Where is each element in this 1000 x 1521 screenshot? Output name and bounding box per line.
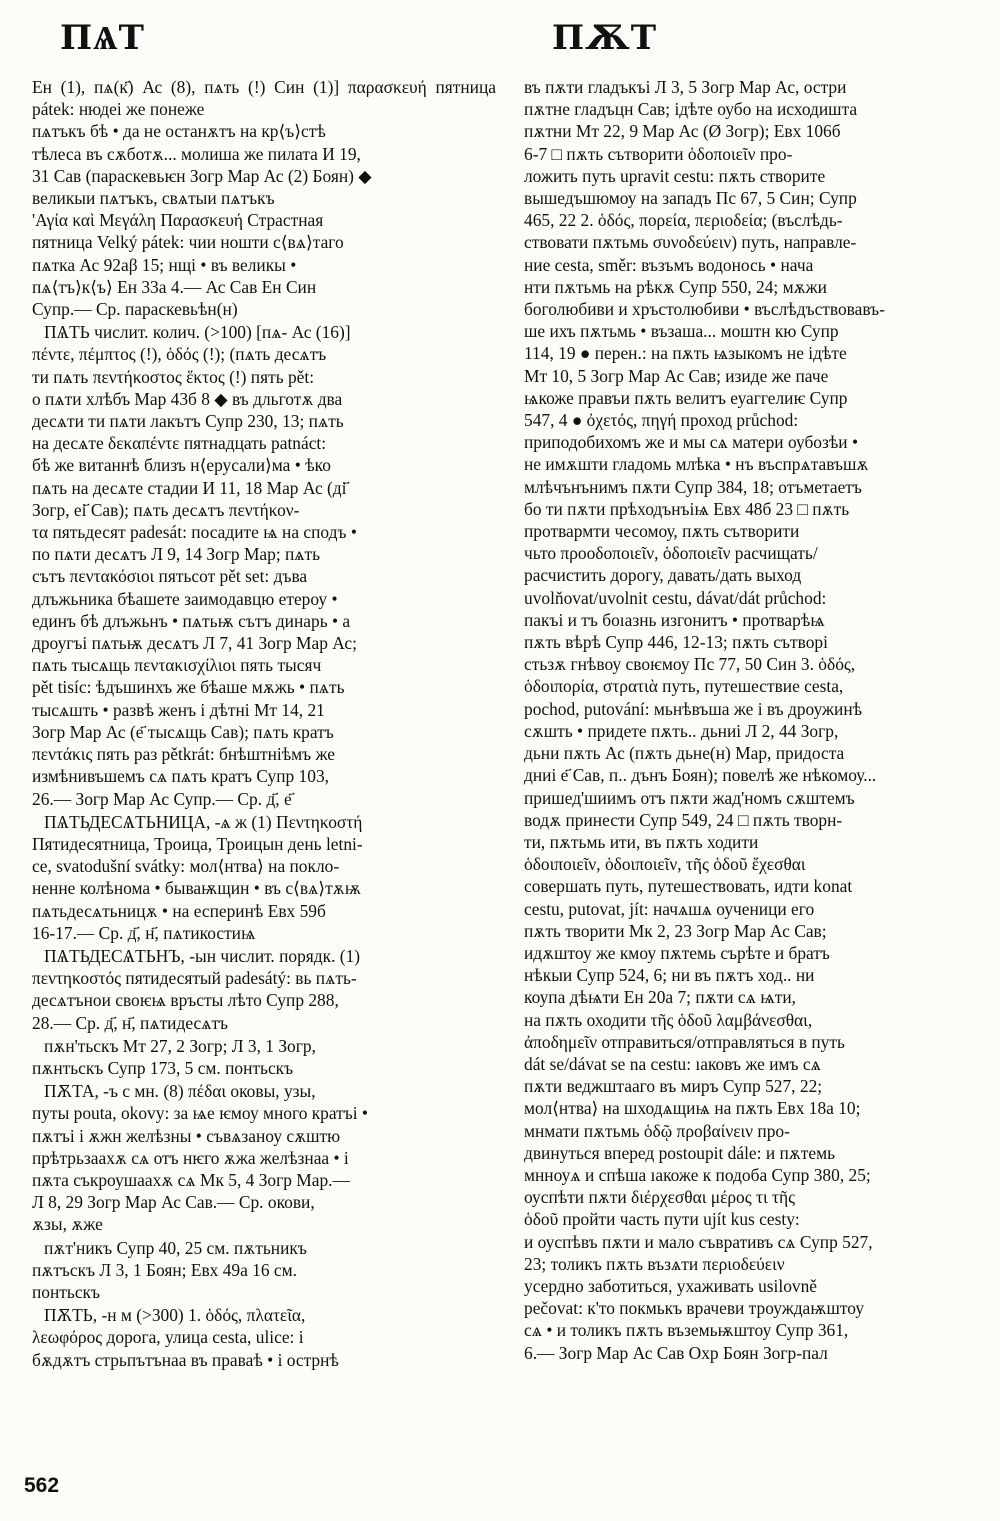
page-number: 562	[24, 1474, 60, 1497]
left-running-headword: ПѦТ	[60, 18, 145, 58]
entry-pyatdesyatn: ПѦТЬДЕСѦТЬНЪ, -ын числит. порядк. (1) πεντηκοστός пятидесятый padesátý: вь пѧть- десѧтънои своѥѩ връсты лѣто Супр 288, 28.— Ср. д҃, н҃, пѧтидесѧтъ	[32, 945, 361, 1033]
right-running-headword: ПѪТ	[552, 18, 658, 58]
entry-pyatdesyatnitsa: ПѦТЬДЕСѦТЬНИЦА, -ѧ ж (1) Πεντηκοστή Пятидесятница, Троица, Троицын день letni- ce, svatodušní svátky: мол⟨нтва⟩ на покло- ненне колѣнома • бываѭщин • въ с⟨вѧ⟩тѫѭ пѧтьдесѧтьницѫ • на есперинѣ Евх 59б 16-17.— Ср. д҃, н҃, пѧтикостиѩ	[32, 811, 363, 943]
entry-continuation: Ен (1), пѧ(к҃) Ас (8), пѧть (!) Син (1)] παρασκευή пятница pátek: нюдеі же понеже пѧтъкъ бѣ • да не останѫтъ на кр⟨ъ⟩стѣ тѣлеса въ сѫботѫ... молиша же пилата И 19, 31 Сав (параскевьѥн Зогр Мар Ас (2) Боян) ◆ великыи пѧтъкъ, свѧтыи пѧтъкъ 'Αγία καὶ Μεγάλη Παρασκευή Страстная пятница Velký pátek: чии ношти с⟨вѧ⟩таго пѧтка Ас 92aβ 15; нщі • въ великы • пѧ⟨тъ⟩к⟨ъ⟩ Ен 33а 4.— Ас Сав Ен Син Супр.— Ср. параскевьѣн(н)	[32, 77, 496, 320]
entry-puta: ПѪТА, -ъ с мн. (8) πέδαι оковы, узы, путы pouta, okovy: за ѩе ѥмоу много кратъі • пѫтъі і ѫжн желѣзны • съвѧзаноу сѫштю прѣтрьзаахѫ сѧ отъ нѥго ѫжа желѣзнаа • і пѫта съкроушаахѫ сѧ Мк 5, 4 Зогр Мар.— Л 8, 29 Зогр Мар Ас Сав.— Ср. окови, ѫзы, ѫже	[32, 1081, 369, 1235]
entry-put: ПѪТЬ, -н м (>300) 1. ὁδός, πλατεῖα, λεωφόρος дорога, улица cesta, ulice: і бѫдѫтъ стрьпътънаа въ праваѣ • і острнѣ	[32, 1305, 339, 1370]
right-column	[524, 76, 982, 1465]
cross-reference-pontsk: пѫн'тьскъ Мт 27, 2 Зогр; Л 3, 1 Зогр, пѫнтьскъ Супр 173, 5 см. понтьскъ	[32, 1035, 316, 1078]
left-column	[32, 76, 496, 1465]
cross-reference-putnik: пѫт'никъ Супр 40, 25 см. пѫтьникъ пѫтъскъ Л 3, 1 Боян; Евх 49а 16 см. понтьскъ	[32, 1237, 307, 1302]
entry-put-continuation: въ пѫти гладъкъі Л 3, 5 Зогр Мар Ас, остри пѫтне гладъцн Сав; ідѣте оубо на исходишта пѫтни Мт 22, 9 Мар Ас (Ø Зогр); Евх 106б 6-7 □ пѫть сътворити ὁδοποιεῖν про- ложить путь upravit cestu: пѫть створите вышедъшюмоу на западъ Пс 67, 5 Син; Супр 465, 22 2. ὁδός, πορεία, περιοδεία; (въслѣдь- ствовати пѫтьмь συνοδεύειν) путь, направле- ние cesta, směr: възъмъ водонось • нача нти пѫтьмь на рѣкѫ Супр 550, 24; мѫжи боголюбиви и хръстолюбиви • въслѣдъствовавъ- ше ихъ пѫтьмь • възаша... моштн кю Супр 114, 19 ● перен.: на пѫть ѩзыкомъ не ідѣте Мт 10, 5 Зогр Мар Ас Сав; изиде же паче ѩкоже правъи пѫть велитъ еуаггелиѥ Супр 547, 4 ● ὀχετός, πηγή проход průchod: приподобихомъ же и мы сѧ матери оубозѣи • не имѫшти гладомь млѣка • нъ въспрѧтавъшѫ млѣчънънимъ пѫти Супр 384, 18; отъметаетъ бо ти пѫти прѣходънъіѩ Евх 48б 23 □ пѫть протвармти чесомоу, пѫть сътворити чьто προοδοποιεῖν, ὁδοποιεῖν расчищать/ расчистить дорогу, давать/дать выход uvolňovat/uvolnit cestu, dávat/dát průchod: пакъі и тъ боıазнь изгонитъ • протварѣѩ пѫть вѣрѣ Супр 446, 12-13; пѫть сътворі стьзѫ гнѣвоу своѥмоу Пс 77, 50 Син 3. ὁδός, ὁδοιπορία, στρατιὰ путь, путешествие cesta, pochod, putování: мьнѣвъша же і въ дроужинѣ сѫшть • придете пѫть.. дьниі Л 2, 44 Зогр, дьни пѫть Ас (пѫть дьне(н) Мар, придоста дниі е҃ Сав, п.. дънъ Боян); повелѣ же нѣкомоу... пришед'шиимъ отъ пѫти жад'номъ сѫштемъ водѫ принести Супр 549, 24 □ пѫть творн- ти, пѫтьмь ити, въ пѫть ходити ὁδοιποιεῖν, ὁδοιποιεῖν, τῆς ὁδοῦ ἔχεσθαι совершать путь, путешествовать, идти konat cestu, putovat, jít: начѧшѧ оученици его пѫть творити Мк 2, 23 Зогр Мар Ас Сав; идѫштоу же кмоу пѫтемь сърѣте и братъ нѣкыи Супр 524, 6; ни въ пѫтъ ход.. ни коупа дѣѩти Ен 20а 7; пѫти сѧ ѩти, на пѫть оходити τῆς ὁδοῦ λαμβάνεσθαι, ἀποδημεῖν отправиться/отправляться в путь dát se/dávat se na cestu: ıаковъ же имъ сѧ пѫти веджштааго въ миръ Супр 527, 22; мол⟨нтва⟩ на шходѧщиѩ на пѫть Евх 18а 10; мнмати пѫтьмь ὁδῷ προβαίνειν про- двинуться вперед postoupit dále: и пѫтемь мнноуѧ и спѣша ıакоже к подоба Супр 380, 25; оуспѣти пѫти διέρχεσθαι μέρος τι τῆς ὁδοῦ пройти часть пути ujít kus cesty: и оуспѣвъ пѫти и мало съвративъ сѧ Супр 527, 23; толикъ пѫть възѧти περιοδεύειν усердно заботиться, ухаживать usilovně pečovat: к'то покмькъ врачеви троуждаѭштоу сѧ • и толикъ пѫть въземьѭштоу Супр 361, 6.— Зогр Мар Ас Сав Охр Боян Зогр-пал	[524, 77, 885, 1363]
entry-pyat: ПѦТЬ числит. колич. (>100) [пѧ- Ас (16)] πέντε, πέμπτος (!), ὁδός (!); (пѧть десѧтъ ти пѧть πεντήκοστος ἕκτος (!) пять pět: о пѧти хлѣбъ Мар 43б 8 ◆ въ дльготѫ два десѧти ти пѧти лакътъ Супр 230, 13; пѧть на десѧте δεκαπέντε пятнадцать patnáct: бѣ же витаннѣ близъ н⟨ерусали⟩ма • ѣко пѧть на десѧте стадии И 11, 18 Мар Ас (ді҃ Зогр, еі҃ Сав); пѧть десѧтъ πεντήκον- τα пятьдесят padesát: посадите ѩ на сподъ • по пѧти десѧтъ Л 9, 14 Зогр Мар; пѧть сътъ πεντακόσιοι пятьсот pět set: дъва длъжьника бѣашете заимодавцю етероу • единъ бѣ длъжьнъ • пѧтьѭ сътъ динарь • а дроугъі пѧтьѭ десѧтъ Л 7, 41 Зогр Мар Ас; пѧть тысѧщь πεντακισχίλιοι пять тысяч pět tisíc: ѣдъшинхъ же бѣаше мѫжь • пѧть тысѧшть • развѣ женъ і дѣтні Мт 14, 21 Зогр Мар Ас (е҃ тысѧщь Сав); пѧть кратъ πεντάκις пять раз pětkrát: бнѣштніѣмъ же измѣнивъшемъ сѧ пѧть кратъ Супр 103, 26.— Зогр Мар Ас Супр.— Ср. д҃, е҃	[32, 322, 357, 809]
